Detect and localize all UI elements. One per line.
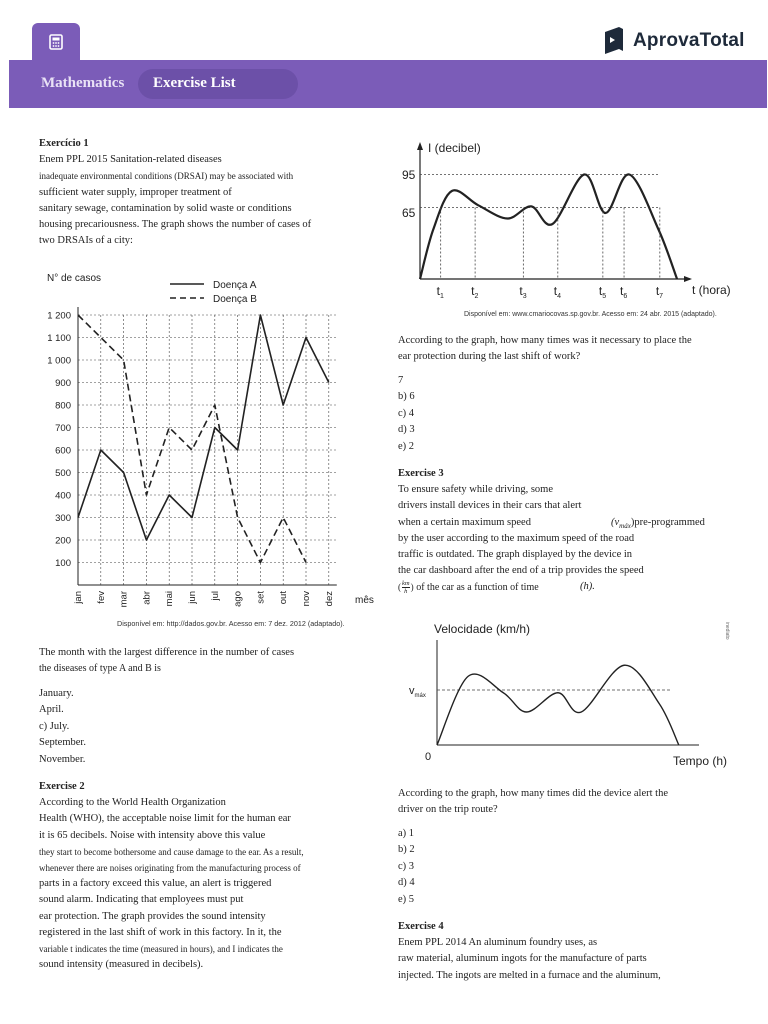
exercise-1-question-line: the diseases of type A and B is — [39, 663, 161, 675]
chart1-ylabel: N° de casos — [47, 273, 102, 284]
exercise-3-line: traffic is outdated. The graph displayed by the device in — [398, 549, 633, 561]
x-tick-subscript: 4 — [557, 293, 562, 300]
chart2-source: Disponível em: www.cmariocovas.sp.gov.br. Acesso em: 24 abr. 2015 (adaptado). — [464, 311, 717, 318]
y-tick-label: 1 100 — [47, 333, 71, 344]
logo-text — [633, 30, 745, 52]
decibel-chart — [398, 136, 743, 320]
chart3-origin: 0 — [425, 751, 432, 763]
y-tick-label: 500 — [55, 468, 71, 479]
exercise-4-text — [398, 919, 698, 984]
exercise-3-question — [398, 786, 712, 818]
exercise-1-line: Enem PPL 2015 Sanitation-related diseases — [39, 154, 222, 166]
exercise-1-line: inadequate environmental conditions (DRSAI) may be associated with — [39, 171, 294, 182]
exercise-4-title: Exercise 4 — [398, 921, 444, 932]
option-item[interactable]: d) 4 — [398, 877, 415, 889]
y-tick-label: 300 — [55, 513, 71, 524]
exercise-1-question — [39, 645, 351, 677]
option-item[interactable]: e) 5 — [398, 893, 415, 905]
exercise-1-line: two DRSAIs of a city: — [39, 235, 133, 247]
exercise-1-question-line: The month with the largest difference in the number of cases — [39, 647, 295, 658]
y-tick-label: 200 — [55, 535, 71, 547]
x-tick-letter: t — [655, 284, 660, 298]
chart2-ylabel: I (decibel) — [428, 141, 481, 155]
exercise-2-line: Health (WHO), the acceptable noise limit for the human ear — [39, 813, 291, 825]
exercise-2-text — [39, 779, 351, 973]
x-tick-letter: t — [436, 284, 441, 298]
chart2-ytick: 95 — [402, 168, 416, 182]
logo-text-part1: Aprova — [633, 30, 700, 51]
velocity-chart — [399, 614, 734, 772]
option-item[interactable]: c) July. — [39, 720, 70, 732]
option-item[interactable]: 7 — [398, 375, 404, 386]
exercise-3-line3-end: )pre-programmed — [630, 516, 705, 528]
exercise-4-line: injected. The ingots are melted in a furnace and the aluminum, — [398, 969, 661, 981]
exercise-3-question-line: driver on the trip route? — [398, 804, 498, 816]
exercise-3-options — [398, 826, 518, 908]
aprova-total-logo[interactable] — [603, 26, 745, 56]
tab-exercise-list[interactable]: Exercise List — [138, 69, 298, 99]
x-tick-letter: t — [620, 284, 624, 298]
x-tick-subscript: 2 — [474, 293, 479, 300]
exercise-1-line: sanitary sewage, contamination by solid waste or conditions — [39, 202, 292, 214]
x-tick-label: dez — [323, 591, 335, 607]
speed-curve — [437, 665, 679, 745]
aprova-book-icon — [603, 26, 625, 56]
y-tick-label: 900 — [55, 378, 71, 389]
nav-subject-link[interactable]: Mathematics — [41, 75, 125, 91]
exercise-3-line: by the user according to the maximum speed of the road — [398, 532, 635, 544]
exercise-1-title: Exercício 1 — [39, 138, 89, 149]
exercise-2-line: whenever there are noises originating from the manufacturing process of — [39, 863, 301, 874]
exercise-2-title: Exercise 2 — [39, 781, 85, 792]
option-item[interactable]: c) 4 — [398, 407, 415, 419]
exercise-3-line — [398, 515, 720, 531]
x-tick-label — [599, 284, 606, 300]
x-tick-label: mai — [164, 591, 176, 607]
option-item[interactable]: b) 6 — [398, 391, 415, 403]
y-axis-arrow — [417, 142, 423, 150]
x-tick-label: mar — [118, 591, 130, 608]
fraction-numerator: km — [402, 580, 410, 588]
x-tick-label: out — [278, 591, 290, 605]
exercise-2-question-line: According to the graph, how many times was it necessary to place the — [398, 335, 692, 346]
exercise-2-line: it is 65 decibels. Noise with intensity above this value — [39, 829, 266, 841]
option-item[interactable]: b) 2 — [398, 844, 415, 856]
chart2-xlabel: t (hora) — [692, 283, 731, 297]
exercise-2-line: sound alarm. Indicating that employees must put — [39, 894, 244, 906]
exercise-2-line: they start to become bothersome and cause damage to the ear. As a result, — [39, 846, 304, 857]
legend-a-label: Doença A — [213, 280, 257, 291]
exercise-2-question — [398, 333, 710, 365]
exercise-3-title: Exercise 3 — [398, 468, 444, 479]
option-item[interactable]: January. — [39, 688, 74, 699]
chart1-source: Disponível em: http://dados.gov.br. Acesso em: 7 dez. 2012 (adaptado). — [117, 619, 345, 628]
y-tick-label: 400 — [55, 490, 71, 502]
vmax-symbol: (v — [611, 516, 620, 528]
x-tick-label: set — [255, 591, 267, 604]
chart3-side-note: inediato — [724, 622, 730, 640]
exercise-1-options — [39, 686, 159, 768]
vmax-expression — [611, 515, 705, 534]
exercise-4-line: raw material, aluminum ingots for the manufacture of parts — [398, 953, 647, 965]
y-tick-label: 1 200 — [47, 310, 71, 322]
x-tick-label: jan — [73, 591, 84, 604]
option-item[interactable]: c) 3 — [398, 860, 415, 872]
exercise-3-line: the car dashboard after the end of a trip provides the speed — [398, 565, 644, 577]
exercise-1-line: housing precariousness. The graph shows the number of cases of — [39, 219, 312, 231]
x-tick-label: abr — [141, 591, 153, 605]
x-tick-label: jul — [209, 591, 221, 601]
y-tick-label: 800 — [55, 400, 71, 412]
vmax-label-sub: máx — [414, 693, 426, 699]
exercise-2-question-line: ear protection during the last shift of work? — [398, 351, 581, 363]
option-item[interactable]: September. — [39, 737, 86, 749]
vmax-label: v — [409, 685, 415, 697]
chart3-ylabel: Velocidade (km/h) — [434, 622, 531, 636]
time-variable: (h). — [580, 581, 595, 593]
calculator-icon — [49, 34, 63, 50]
option-item[interactable]: April. — [39, 704, 64, 716]
y-tick-label: 700 — [55, 423, 71, 434]
x-tick-subscript: 6 — [623, 293, 628, 300]
exercise-3-line: drivers install devices in their cars that alert — [398, 500, 582, 512]
x-tick-label: fev — [95, 591, 107, 604]
exercise-2-line: registered in the last shift of work in this factory. In it, the — [39, 926, 282, 938]
exercise-2-line: sound intensity (measured in decibels). — [39, 959, 204, 971]
vmax-subscript: máx — [619, 521, 631, 530]
x-tick-label: ago — [232, 591, 244, 607]
option-item[interactable]: November. — [39, 753, 86, 765]
x-tick-label: jun — [187, 591, 198, 604]
x-axis-arrow — [684, 276, 692, 282]
x-tick-letter: t — [553, 284, 558, 298]
chart2-ytick: 65 — [402, 206, 416, 220]
y-tick-label: 1 000 — [47, 355, 71, 367]
x-tick-letter: t — [471, 284, 475, 298]
exercise-3-line7: of the car as a function of time — [416, 582, 539, 594]
exercise-2-line: parts in a factory exceed this value, an alert is triggered — [39, 878, 272, 890]
cases-chart — [37, 266, 379, 632]
fraction-denominator: h — [404, 588, 408, 596]
x-tick-label — [656, 284, 663, 300]
exercise-3-line — [398, 579, 720, 597]
chart3-threshold-label — [409, 685, 426, 699]
exercise-3-line: To ensure safety while driving, some — [398, 484, 553, 496]
speed-unit-fraction: ( $\frac{km}{h}$ ) — [398, 580, 414, 596]
chart3-xlabel: Tempo (h) — [673, 754, 728, 768]
exercise-3-line3-start: when a certain maximum speed — [398, 516, 531, 528]
x-tick-label — [437, 284, 444, 300]
chart1-xlabel: mês — [355, 595, 374, 606]
x-tick-label — [471, 284, 478, 300]
exercise-2-line: ear protection. The graph provides the sound intensity — [39, 910, 266, 922]
exercise-1-text — [39, 136, 351, 249]
exercise-2-line: According to the World Health Organization — [39, 797, 226, 809]
sound-intensity-curve — [420, 174, 677, 279]
y-tick-label: 600 — [55, 445, 71, 457]
x-tick-label — [554, 284, 561, 300]
nav-bar — [9, 60, 767, 108]
x-tick-subscript: 7 — [659, 293, 664, 300]
x-tick-label — [519, 284, 526, 300]
exercise-3-question-line: According to the graph, how many times did the device alert the — [398, 788, 669, 799]
logo-text-part2: Total — [699, 30, 745, 51]
legend-b-label: Doença B — [213, 294, 257, 305]
exercise-2-options — [398, 373, 518, 455]
x-tick-subscript: 1 — [440, 293, 444, 300]
x-tick-letter: t — [519, 284, 523, 298]
x-tick-subscript: 3 — [522, 293, 527, 300]
calculator-tab[interactable] — [32, 23, 80, 61]
x-tick-letter: t — [598, 284, 603, 298]
option-item[interactable]: e) 2 — [398, 440, 415, 452]
x-tick-label — [620, 284, 627, 300]
x-tick-subscript: 5 — [602, 293, 607, 300]
y-tick-label: 100 — [55, 558, 71, 569]
exercise-4-line: Enem PPL 2014 An aluminum foundry uses, as — [398, 937, 598, 949]
exercise-3-text — [398, 466, 720, 597]
x-tick-label: nov — [301, 591, 312, 607]
option-item[interactable]: a) 1 — [398, 828, 415, 839]
exercise-2-line: variable t indicates the time (measured in hours), and I indicates the — [39, 944, 283, 955]
exercise-1-line: sufficient water supply, improper treatment of — [39, 186, 232, 198]
option-item[interactable]: d) 3 — [398, 424, 415, 436]
